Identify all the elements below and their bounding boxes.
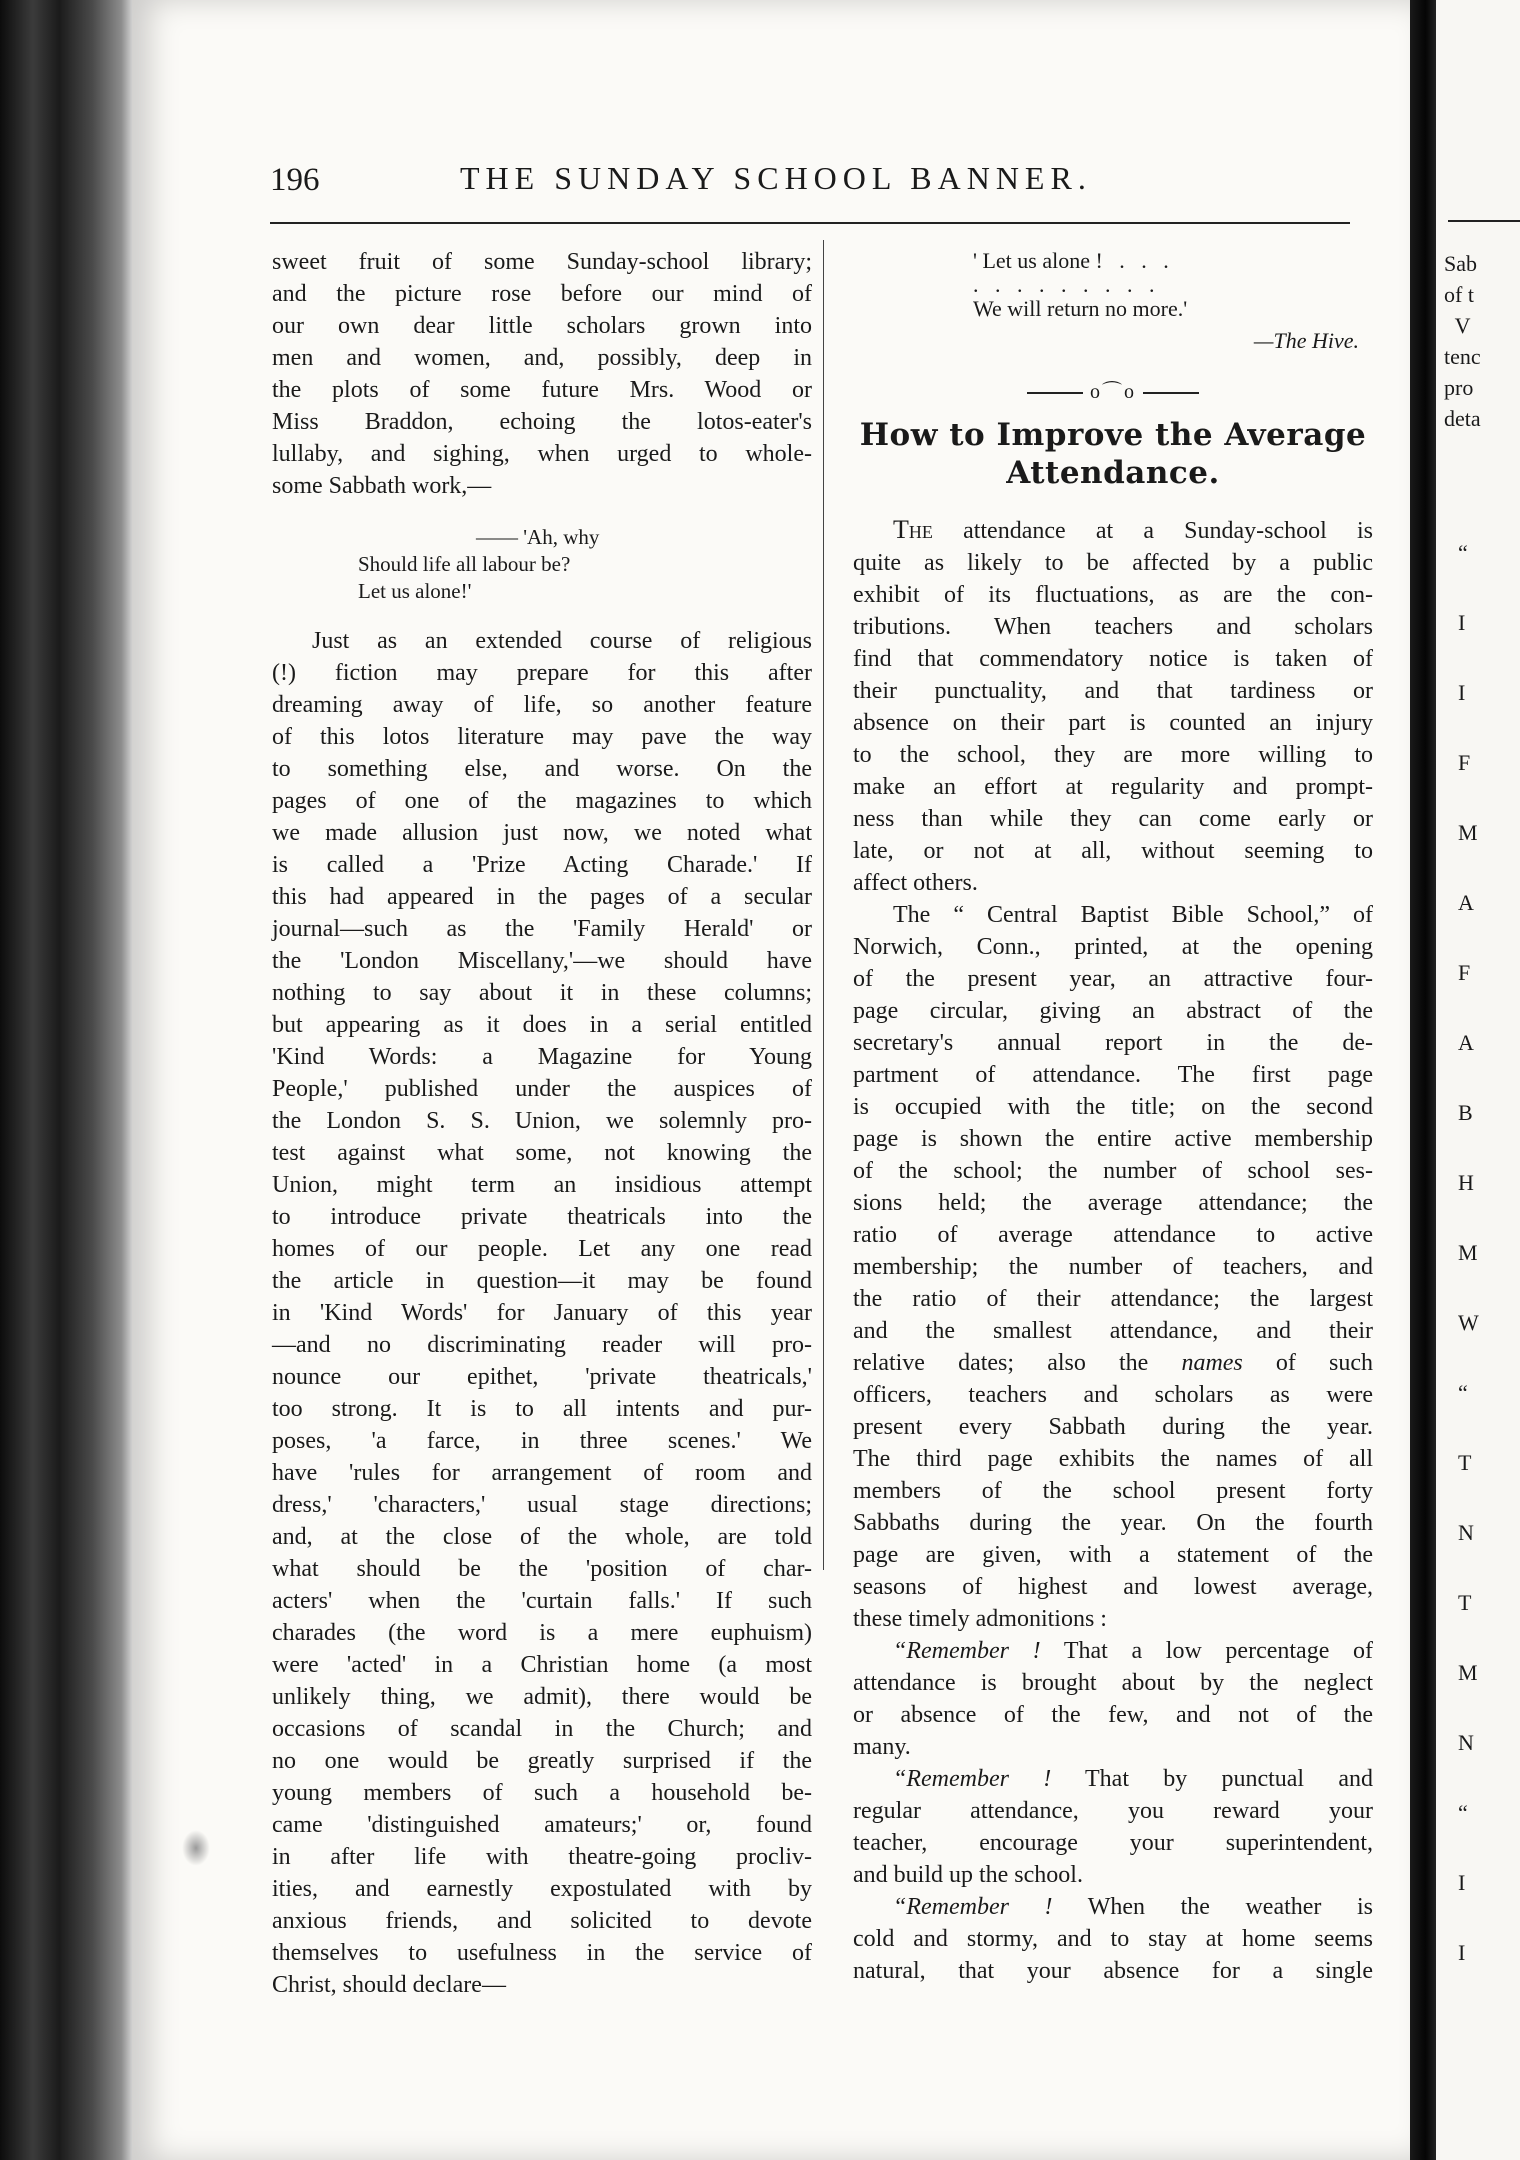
text-line: young members of such a household be- [272,1780,812,1806]
text-line: and, at the close of the whole, are told [272,1524,812,1550]
text-line: secretary's annual report in the de- [853,1030,1373,1056]
text-line: sweet fruit of some Sunday-school library; [272,249,812,275]
text-line: cold and stormy, and to stay at home seems [853,1926,1373,1952]
text-line: of this lotos literature may pave the way [272,724,812,750]
text-line: exhibit of its fluctuations, as are the con- [853,582,1373,608]
text-line: page are given, with a statement of the [853,1542,1373,1568]
text-line: find that commendatory notice is taken of [853,646,1373,672]
facing-initial: T [1458,1450,1472,1475]
text-line: ness than while they can come early or [853,806,1373,832]
remember-label: “Remember ! [893,1638,1041,1664]
remember-paragraph-3 [853,1891,1373,1987]
facing-initial: W [1458,1310,1479,1335]
text-line: the article in question—it may be found [272,1268,812,1294]
facing-initial: F [1458,960,1471,985]
right-paragraph-2 [853,899,1373,1635]
verse-line: We will return no more.' [973,296,1188,321]
running-title: THE SUNDAY SCHOOL BANNER. [460,160,1092,196]
text-line: is occupied with the title; on the second [853,1094,1373,1120]
text-line: members of the school present forty [853,1478,1373,1504]
text-line: acters' when the 'curtain falls.' If such [272,1588,812,1614]
right-column [853,246,1373,1987]
facing-initial: H [1458,1170,1474,1195]
text-line: (!) fiction may prepare for this after [272,660,812,686]
remember-label: “Remember ! [893,1766,1052,1792]
text-line: too strong. It is to all intents and pur- [272,1396,812,1422]
text-line: absence on their part is counted an injury [853,710,1373,736]
text-line: late, or not at all, without seeming to [853,838,1373,864]
verse-line: ' Let us alone ! . . . [973,248,1169,273]
italic-word: names [1181,1350,1243,1376]
text-line: natural, that your absence for a single [853,1958,1373,1984]
remember-paragraph-2 [853,1763,1373,1891]
page-number: 196 [270,162,320,198]
text-line: the 'London Miscellany,'—we should have [272,948,812,974]
facing-initial: F [1458,750,1471,775]
text-line: these timely admonitions : [853,1606,1107,1632]
text-line: occasions of scandal in the Church; and [272,1716,812,1742]
right-verse [853,246,1373,356]
text-line: of the school; the number of school ses- [853,1158,1373,1184]
facing-initial: M [1458,1240,1478,1265]
text-line: page circular, giving an abstract of the [853,998,1373,1024]
facing-initial: N [1458,1520,1474,1545]
remember-label: “Remember ! [893,1894,1053,1920]
text-line: The attendance at a Sunday-school is [893,515,1373,544]
text-line: ratio of average attendance to active [853,1222,1373,1248]
text-line: The third page exhibits the names of all [853,1446,1373,1472]
verse-line: —— 'Ah, why [476,525,600,549]
text-line: officers, teachers and scholars as were [853,1382,1373,1408]
text-line: we made allusion just now, we noted what [272,820,812,846]
ornament-glyph: o⌒o [1090,381,1136,403]
facing-initial: A [1458,1030,1474,1055]
text-line: test against what some, not knowing the [272,1140,812,1166]
text-line: men and women, and, possibly, deep in [272,345,812,371]
text-line: anxious friends, and solicited to devote [272,1908,812,1934]
text-line: The “ Central Baptist Bible School,” of [893,902,1373,928]
text-line: affect others. [853,870,978,896]
text-line: to the school, they are more willing to [853,742,1373,768]
text-line: of the present year, an attractive four- [853,966,1373,992]
left-paragraph-1 [272,246,812,502]
text-line: Christ, should declare— [272,1972,506,1998]
text-line: came 'distinguished amateurs;' or, found [272,1812,812,1838]
text-line: regular attendance, you reward your [853,1798,1373,1824]
facing-initial: I [1458,680,1466,705]
text-line: —and no discriminating reader will pro- [272,1332,812,1358]
text-line: present every Sabbath during the year. [853,1414,1373,1440]
text-line: Union, might term an insidious attempt [272,1172,812,1198]
paper-stain [182,1830,210,1866]
text-line: dreaming away of life, so another feature [272,692,812,718]
text-line: nothing to say about it in these columns; [272,980,812,1006]
text-line: what should be the 'position of char- [272,1556,812,1582]
text-line: homes of our people. Let any one read [272,1236,812,1262]
text-line: and the smallest attendance, and their [853,1318,1373,1344]
running-head [270,150,1350,210]
facing-initial: I [1458,610,1466,635]
text-line: attendance is brought about by the neglect [853,1670,1373,1696]
page-gutter [1410,0,1436,2160]
text-line: People,' published under the auspices of [272,1076,812,1102]
text-line: no one would be greatly surprised if the [272,1748,812,1774]
text-line: but appearing as it does in a serial entitled [272,1012,812,1038]
text-line: seasons of highest and lowest average, [853,1574,1373,1600]
text-line: the plots of some future Mrs. Wood or [272,377,812,403]
verse-line: Should life all labour be? [358,552,571,576]
facing-initial: “ [1458,1380,1468,1405]
facing-initial: M [1458,1660,1478,1685]
facing-initial: T [1458,1590,1472,1615]
text-line: to introduce private theatricals into the [272,1204,812,1230]
text-line: or absence of the few, and not of the [853,1702,1373,1728]
text-line: 'Kind Words: a Magazine for Young [272,1044,812,1070]
text-line: partment of attendance. The first page [853,1062,1373,1088]
lead-word: The [893,515,933,544]
text-line: is called a 'Prize Acting Charade.' If [272,852,812,878]
text-line: unlikely thing, we admit), there would be [272,1684,812,1710]
text-line: their punctuality, and that tardiness or [853,678,1373,704]
facing-page-text: Sab of t V tenc pro deta [1444,251,1481,431]
facing-initial: I [1458,1870,1466,1895]
remember-paragraph-1 [853,1635,1373,1763]
text-line: this had appeared in the pages of a secular [272,884,812,910]
text-line: and the picture rose before our mind of [272,281,812,307]
text-line: quite as likely to be affected by a public [853,550,1373,576]
verse-line: . . . . . . . . . [973,272,1155,297]
section-ornament [853,376,1373,408]
text-line: pages of one of the magazines to which [272,788,812,814]
text-line: many. [853,1734,911,1760]
text-line: Miss Braddon, echoing the lotos-eater's [272,409,812,435]
text-line: teacher, encourage your superintendent, [853,1830,1373,1856]
verse-attribution: —The Hive. [1253,328,1359,353]
facing-initial: M [1458,820,1478,845]
header-rule [270,222,1350,224]
left-verse [272,524,812,605]
facing-initial: “ [1458,540,1468,565]
text-line: the ratio of their attendance; the largest [853,1286,1373,1312]
book-binding [0,0,132,2160]
right-paragraph-1 [853,514,1373,899]
text-line: in after life with theatre-going procliv- [272,1844,812,1870]
text-line: tributions. When teachers and scholars [853,614,1373,640]
text-line: lullaby, and sighing, when urged to whole- [272,441,812,467]
facing-initial: “ [1458,1800,1468,1825]
text-line: relative dates; also the names of such [853,1350,1374,1376]
facing-initial: N [1458,1730,1474,1755]
text-line: page is shown the entire active membership [853,1126,1373,1152]
text-line: nounce our epithet, 'private theatricals,' [272,1364,812,1390]
text-line: sions held; the average attendance; the [853,1190,1373,1216]
text-line: have 'rules for arrangement of room and [272,1460,812,1486]
facing-page-rule [1448,220,1520,222]
text-line: membership; the number of teachers, and [853,1254,1373,1280]
text-line: dress,' 'characters,' usual stage directions; [272,1492,812,1518]
left-paragraph-2 [272,625,812,2001]
verse-line: Let us alone!' [358,579,472,603]
text-line: “Remember ! When the weather is [893,1894,1373,1920]
text-line: Norwich, Conn., printed, at the opening [853,934,1373,960]
article-headline: How to Improve the Average Attendance. [859,417,1367,491]
text-line: “Remember ! That by punctual and [893,1766,1373,1792]
facing-initial: B [1458,1100,1473,1125]
text-line: the London S. S. Union, we solemnly pro- [272,1108,812,1134]
text-line: ities, and earnestly expostulated with by [272,1876,812,1902]
text-line: themselves to usefulness in the service of [272,1940,812,1966]
text-line: make an effort at regularity and prompt- [853,774,1373,800]
text-line: Sabbaths during the year. On the fourth [853,1510,1373,1536]
column-divider [823,240,824,1570]
text-line: and build up the school. [853,1862,1083,1888]
text-line: journal—such as the 'Family Herald' or [272,916,812,942]
text-line: poses, 'a farce, in three scenes.' We [272,1428,812,1454]
facing-initial: A [1458,890,1474,915]
text-line: Just as an extended course of religious [312,628,812,654]
facing-initial: I [1458,1940,1466,1965]
text-line: “Remember ! That a low percentage of [893,1638,1373,1664]
text-line: were 'acted' in a Christian home (a most [272,1652,812,1678]
text-line: to something else, and worse. On the [272,756,812,782]
text-line: some Sabbath work,— [272,473,492,499]
text-line: our own dear little scholars grown into [272,313,812,339]
facing-page-fragment [1436,0,1520,2160]
text-line: in 'Kind Words' for January of this year [272,1300,812,1326]
text-line: charades (the word is a mere euphuism) [272,1620,812,1646]
left-column [272,246,812,2001]
